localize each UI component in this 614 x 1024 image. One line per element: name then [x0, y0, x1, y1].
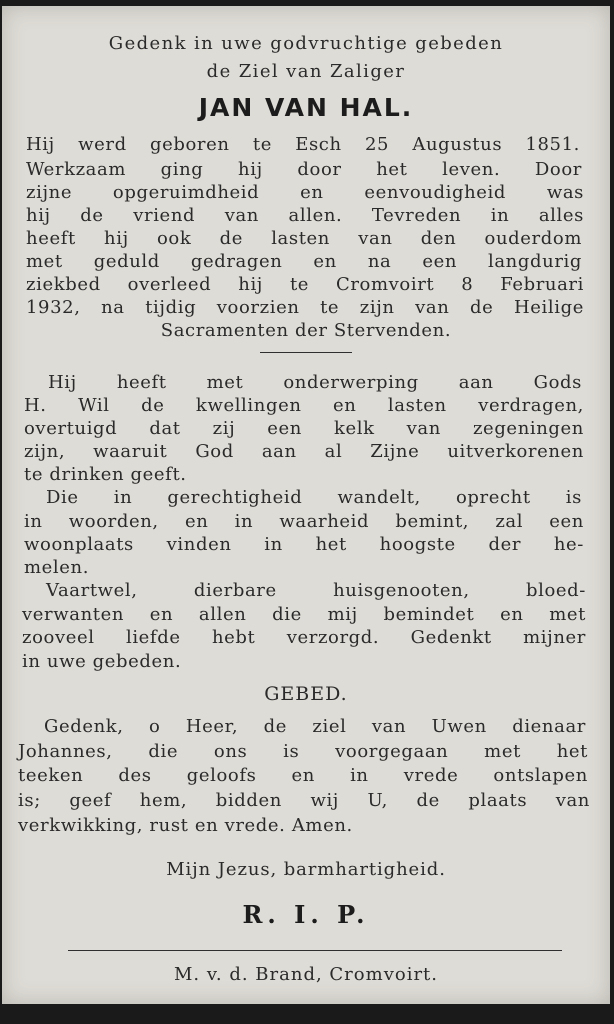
prayer-title: GEBED.: [264, 683, 348, 705]
deceased-name: JAN VAN HAL.: [198, 93, 414, 122]
paragraph-4-line: zooveel liefde hebt verzorgd. Gedenkt mijner: [22, 627, 586, 648]
paragraph-3-line: Die in gerechtigheid wandelt, oprecht is: [46, 487, 582, 508]
prayer-line: teeken des geloofs en in vrede ontslapen: [18, 765, 588, 786]
paragraph-1-line: Sacramenten der Stervenden.: [160, 320, 452, 341]
prayer-line: is; geef hem, bidden wij U, de plaats van: [18, 790, 590, 811]
prayer-line: Gedenk, o Heer, de ziel van Uwen dienaar: [44, 716, 586, 737]
paragraph-2-line: zijn, waaruit God aan al Zijne uitverkorenen: [24, 441, 584, 462]
paragraph-1-line: ziekbed overleed hij te Cromvoirt 8 Februari: [26, 274, 584, 295]
paragraph-4-line: Vaartwel, dierbare huisgenooten, bloed-: [46, 580, 586, 601]
paragraph-4-line: verwanten en allen die mij bemindet en met: [22, 604, 586, 625]
paragraph-2-line: overtuigd dat zij een kelk van zegeningen: [24, 418, 584, 439]
paragraph-2-line: te drinken geeft.: [24, 464, 187, 485]
paragraph-1-line: 1932, na tijdig voorzien te zijn van de Heilige: [26, 297, 584, 318]
paragraph-1-line: zijne opgeruimdheid en eenvoudigheid was: [26, 182, 584, 203]
invocation: Mijn Jezus, barmhartigheid.: [166, 859, 446, 880]
paragraph-1-line: hij de vriend van allen. Tevreden in alles: [26, 205, 584, 226]
paragraph-3-line: woonplaats vinden in het hoogste der he-: [24, 534, 584, 555]
prayer-line: Johannes, die ons is voorgegaan met het: [18, 741, 588, 762]
rip-text: R. I. P.: [242, 900, 370, 929]
paragraph-1-line: heeft hij ook de lasten van den ouderdom: [26, 228, 582, 249]
header-line-1: Gedenk in uwe godvruchtige gebeden: [108, 33, 504, 54]
paragraph-1-line: Hij werd geboren te Esch 25 Augustus 1851.: [26, 134, 580, 155]
header-line-2: de Ziel van Zaliger: [206, 61, 406, 82]
paragraph-3-line: in woorden, en in waarheid bemint, zal een: [24, 511, 584, 532]
paragraph-1-line: met geduld gedragen en na een langdurig: [26, 251, 582, 272]
printer-credit: M. v. d. Brand, Cromvoirt.: [173, 964, 439, 985]
prayer-line: verkwikking, rust en vrede. Amen.: [18, 815, 353, 836]
short-divider: [260, 352, 352, 353]
paragraph-3-line: melen.: [24, 557, 90, 578]
long-divider: [68, 950, 562, 951]
paragraph-2-line: Hij heeft met onderwerping aan Gods: [48, 372, 582, 393]
paragraph-2-line: H. Wil de kwellingen en lasten verdragen,: [24, 395, 584, 416]
paragraph-1-line: Werkzaam ging hij door het leven. Door: [26, 159, 582, 180]
memorial-card: [2, 6, 610, 1004]
paragraph-4-line: in uwe gebeden.: [22, 651, 182, 672]
